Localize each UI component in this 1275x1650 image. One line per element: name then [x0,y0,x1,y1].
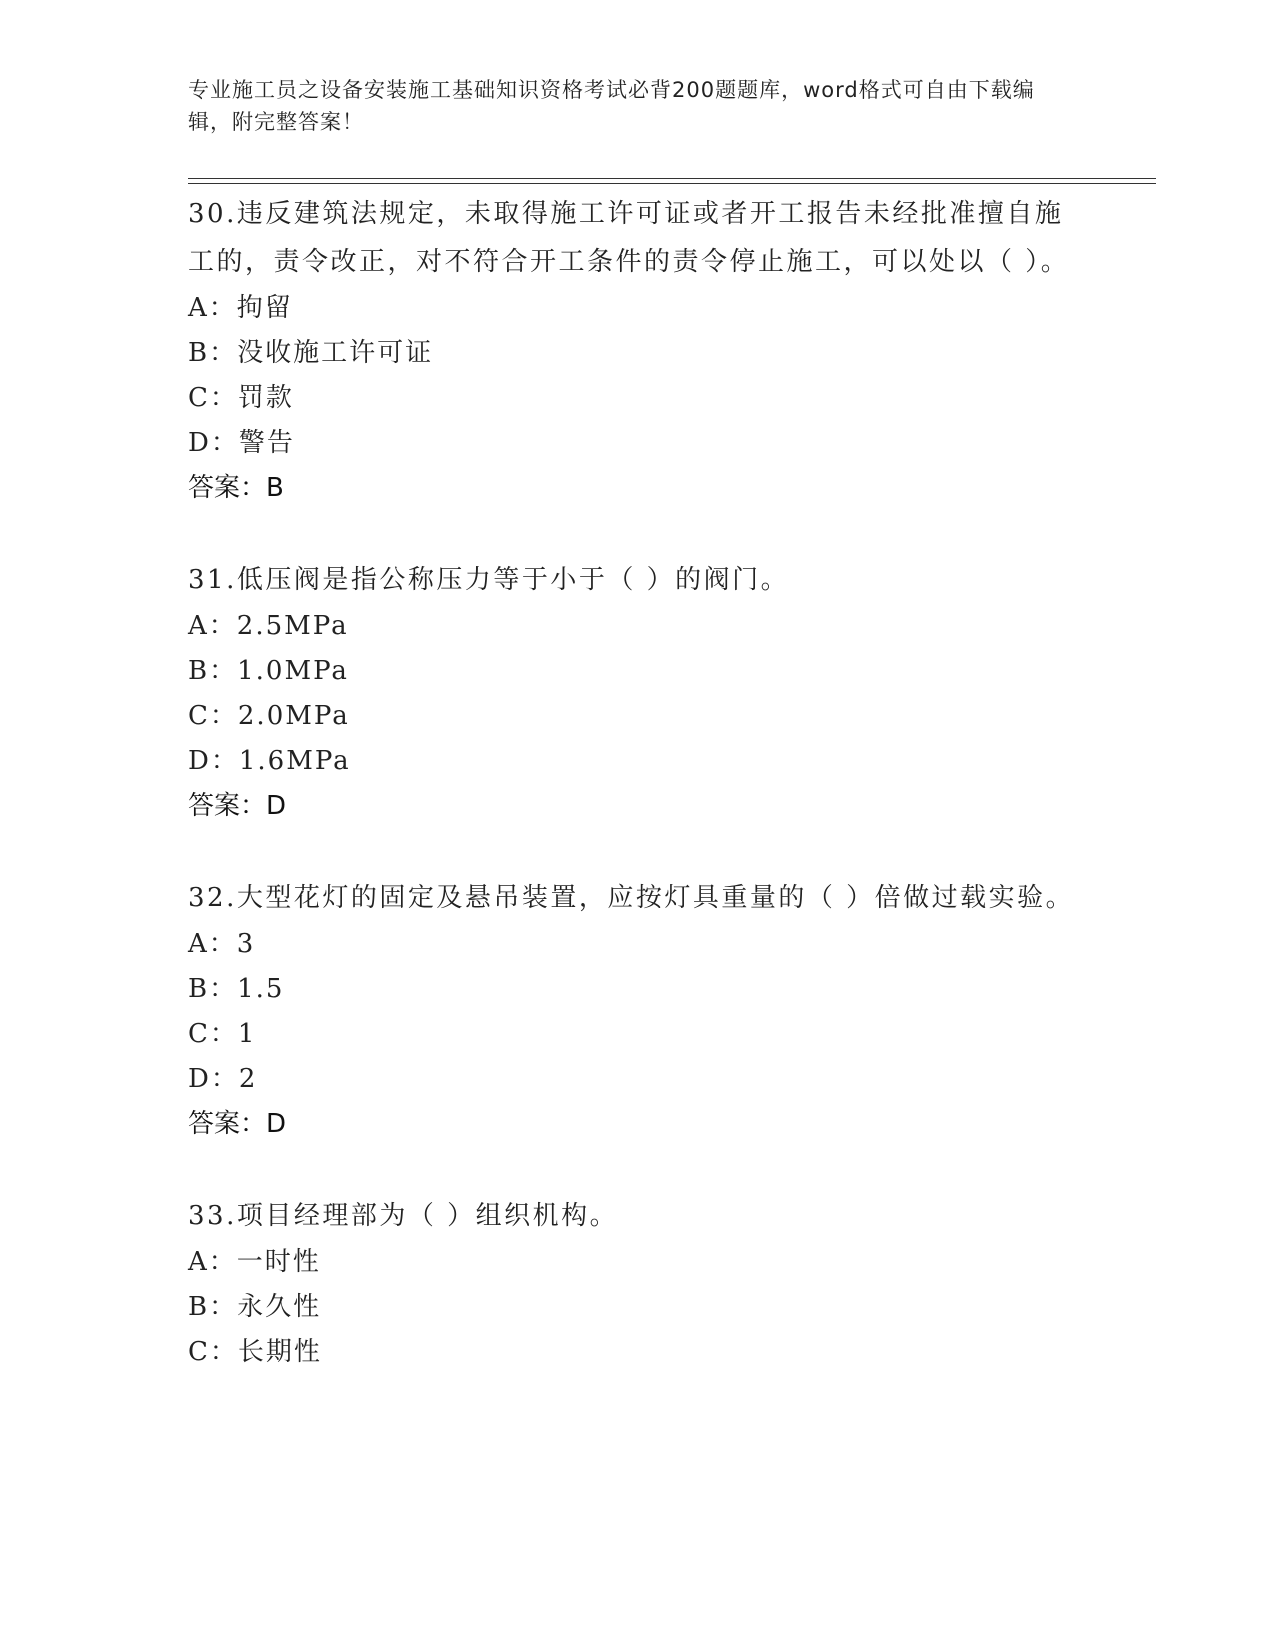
option-a: A：拘留 [188,293,293,323]
option-b: B：1.0MPa [188,656,349,686]
option-b: B：没收施工许可证 [188,338,434,368]
option-b: B：1.5 [188,974,285,1004]
header-divider-bottom [188,183,1156,184]
question-block-33 [188,1192,1088,1375]
header-divider-top [188,178,1156,179]
option-c: C：2.0MPa [188,701,350,731]
question-block-30 [188,190,1088,511]
question-text: 32.大型花灯的固定及悬吊装置，应按灯具重量的（ ）倍做过载实验。 [188,883,1075,913]
document-header: 专业施工员之设备安装施工基础知识资格考试必背200题题库，word格式可自由下载编辑，附完整答案！ [188,78,1035,134]
question-text: 31.低压阀是指公称压力等于小于（ ）的阀门。 [188,565,790,595]
option-c: C：长期性 [188,1337,322,1367]
question-list [188,190,1088,1420]
answer-label: 答案：B [188,473,284,503]
question-text: 33.项目经理部为（ ）组织机构。 [188,1201,619,1231]
answer-label: 答案：D [188,1109,287,1139]
question-block-31 [188,556,1088,829]
option-c: C：罚款 [188,383,294,413]
option-d: D：1.6MPa [188,746,351,776]
question-block-32 [188,874,1088,1147]
option-d: D：2 [188,1064,258,1094]
option-b: B：永久性 [188,1292,322,1322]
question-text: 30.违反建筑法规定，未取得施工许可证或者开工报告未经批准擅自施工的，责令改正，对不符合开工条件的责令停止施工，可以处以（ ）。 [188,199,1070,277]
option-a: A：一时性 [188,1247,321,1277]
option-c: C：1 [188,1019,257,1049]
answer-label: 答案：D [188,791,287,821]
option-d: D：警告 [188,428,295,458]
option-a: A：3 [188,929,256,959]
option-a: A：2.5MPa [188,611,349,641]
